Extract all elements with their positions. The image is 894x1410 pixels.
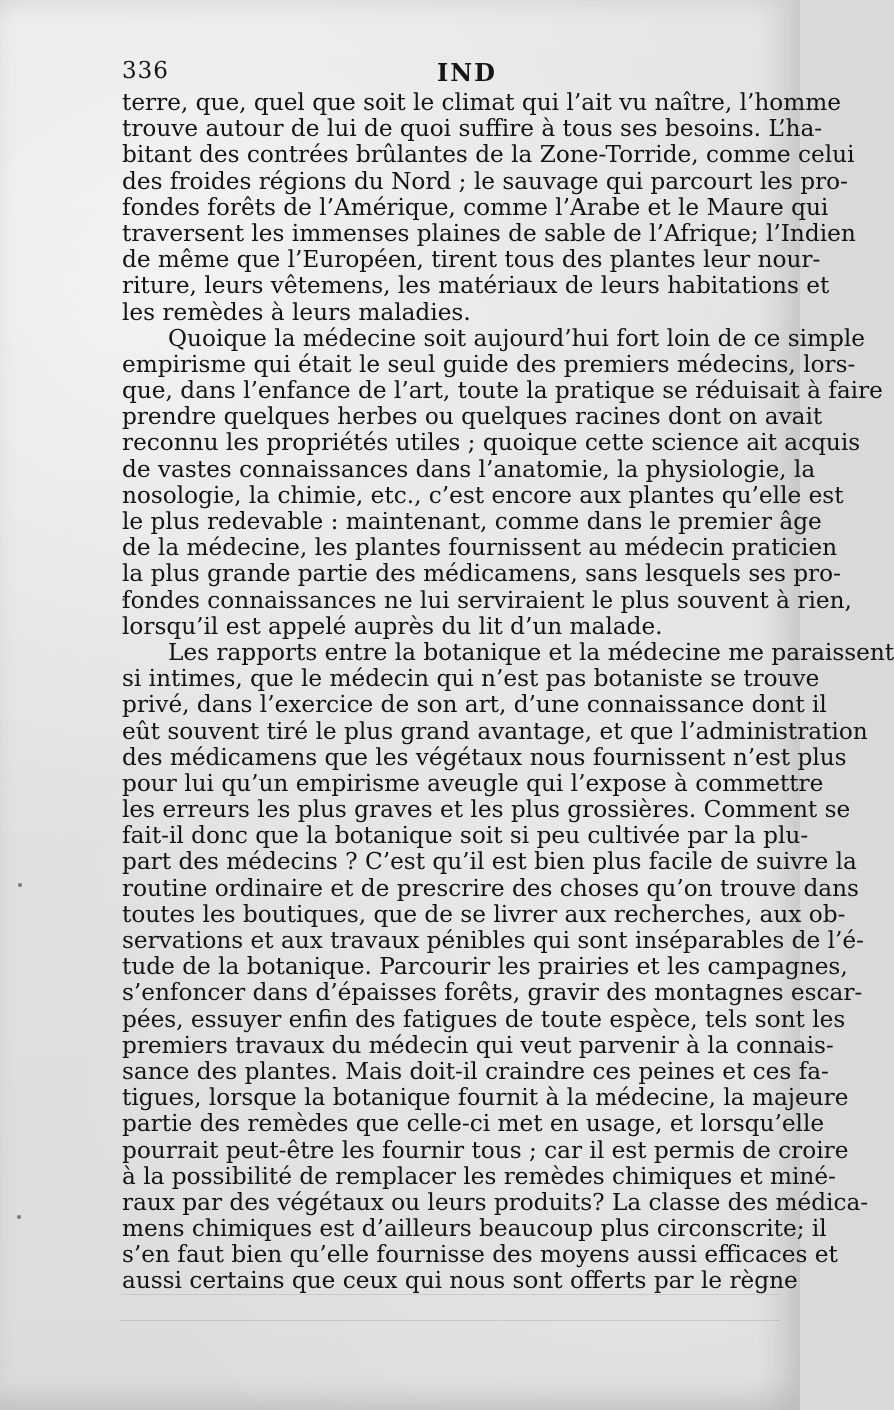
text-line: des médicamens que les végétaux nous fournissent n’est plus bbox=[122, 743, 847, 771]
text-line: des froides régions du Nord ; le sauvage qui parcourt les pro- bbox=[122, 167, 848, 195]
running-head: IND bbox=[437, 58, 497, 87]
text-line: traversent les immenses plaines de sable de l’Afrique; l’Indien bbox=[122, 219, 856, 247]
text-line: les erreurs les plus graves et les plus grossières. Comment se bbox=[122, 796, 851, 824]
paragraph-2 bbox=[122, 324, 883, 640]
text-line: riture, leurs vêtemens, les matériaux de leurs habitations et bbox=[122, 272, 830, 300]
text-line: s’en faut bien qu’elle fournisse des moyens aussi efficaces et bbox=[122, 1241, 838, 1269]
text-line: sance des plantes. Mais doit-il craindre ces peines et ces fa- bbox=[122, 1057, 829, 1085]
text-line: empirisme qui était le seul guide des premiers médecins, lors- bbox=[122, 350, 856, 378]
text-line: toutes les boutiques, que de se livrer aux recherches, aux ob- bbox=[122, 900, 846, 928]
paragraph-1 bbox=[122, 89, 856, 326]
text-line: si intimes, que le médecin qui n’est pas botaniste se trouve bbox=[122, 665, 820, 693]
paragraph-3 bbox=[122, 638, 894, 1295]
ink-speck bbox=[18, 883, 22, 887]
text-line: prendre quelques herbes ou quelques racines dont on avait bbox=[122, 403, 823, 431]
text-line: fondes forêts de l’Amérique, comme l’Arabe et le Maure qui bbox=[122, 193, 829, 221]
text-line: reconnu les propriétés utiles ; quoique cette science ait acquis bbox=[122, 429, 861, 457]
ink-speck bbox=[17, 1215, 21, 1219]
text-line: que, dans l’enfance de l’art, toute la pratique se réduisait à faire bbox=[122, 377, 883, 405]
text-line: privé, dans l’exercice de son art, d’une connaissance dont il bbox=[122, 691, 827, 719]
show-through-line bbox=[120, 1320, 780, 1321]
text-line: pées, essuyer enfin des fatigues de toute espèce, tels sont les bbox=[122, 1005, 846, 1033]
text-line: partie des remèdes que celle-ci met en usage, et lorsqu’elle bbox=[122, 1110, 825, 1138]
text-line: Les rapports entre la botanique et la médecine me paraissent bbox=[168, 638, 894, 666]
text-line: terre, que, quel que soit le climat qui l’ait vu naître, l’homme bbox=[122, 89, 841, 116]
text-line: de même que l’Européen, tirent tous des plantes leur nour- bbox=[122, 246, 821, 274]
text-line: aussi certains que ceux qui nous sont offerts par le règne bbox=[122, 1267, 798, 1295]
text-line: fait-il donc que la botanique soit si peu cultivée par la plu- bbox=[122, 822, 809, 850]
text-line: nosologie, la chimie, etc., c’est encore aux plantes qu’elle est bbox=[122, 481, 844, 509]
text-line: routine ordinaire et de prescrire des choses qu’on trouve dans bbox=[122, 874, 859, 902]
text-line: s’enfoncer dans d’épaisses forêts, gravir des montagnes escar- bbox=[122, 979, 863, 1007]
text-line: de vastes connaissances dans l’anatomie, la physiologie, la bbox=[122, 455, 816, 483]
text-line: pour lui qu’un empirisme aveugle qui l’expose à commettre bbox=[122, 769, 824, 797]
text-line: à la possibilité de remplacer les remèdes chimiques et miné- bbox=[122, 1162, 836, 1190]
text-line: servations et aux travaux pénibles qui sont inséparables de l’é- bbox=[122, 927, 864, 954]
text-line: mens chimiques est d’ailleurs beaucoup plus circonscrite; il bbox=[122, 1215, 827, 1243]
text-line: la plus grande partie des médicamens, sans lesquels ses pro- bbox=[122, 560, 841, 588]
text-line: les remèdes à leurs maladies. bbox=[122, 298, 471, 326]
text-line: le plus redevable : maintenant, comme dans le premier âge bbox=[122, 508, 822, 535]
text-line: bitant des contrées brûlantes de la Zone-Torride, comme celui bbox=[122, 141, 855, 169]
text-line: Quoique la médecine soit aujourd’hui fort loin de ce simple bbox=[168, 324, 865, 352]
text-line: eût souvent tiré le plus grand avantage, et que l’administration bbox=[122, 717, 868, 745]
text-line: raux par des végétaux ou leurs produits? La classe des médica- bbox=[122, 1188, 869, 1216]
page-header bbox=[122, 58, 782, 88]
body-text bbox=[122, 89, 894, 1295]
text-line: lorsqu’il est appelé auprès du lit d’un malade. bbox=[122, 612, 663, 640]
text-line: de la médecine, les plantes fournissent au médecin praticien bbox=[122, 534, 838, 562]
text-line: fondes connaissances ne lui serviraient le plus souvent à rien, bbox=[122, 586, 852, 614]
text-line: tigues, lorsque la botanique fournit à la médecine, la majeure bbox=[122, 1084, 849, 1112]
text-line: part des médecins ? C’est qu’il est bien plus facile de suivre la bbox=[122, 848, 857, 876]
text-line: pourrait peut-être les fournir tous ; car il est permis de croire bbox=[122, 1136, 849, 1164]
text-line: premiers travaux du médecin qui veut parvenir à la connais- bbox=[122, 1031, 834, 1059]
page-number: 336 bbox=[122, 58, 169, 84]
text-line: trouve autour de lui de quoi suffire à tous ses besoins. L’ha- bbox=[122, 115, 823, 143]
text-line: tude de la botanique. Parcourir les prairies et les campagnes, bbox=[122, 953, 848, 981]
